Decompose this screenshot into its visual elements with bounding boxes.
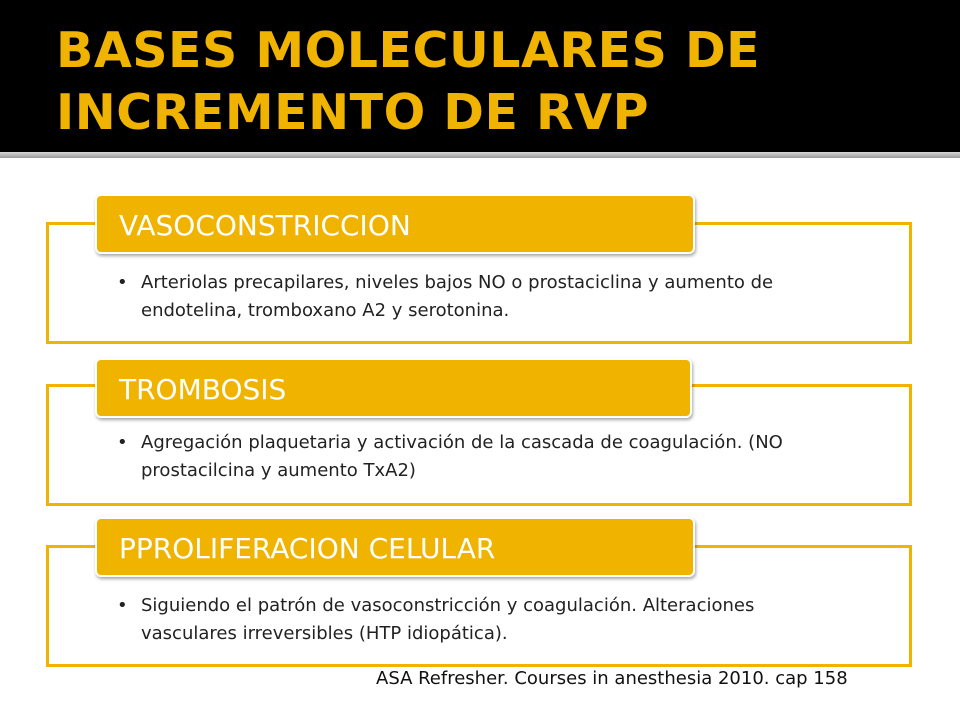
list-item [117, 592, 799, 648]
list-item [117, 269, 799, 325]
bullet-icon: • [117, 595, 128, 616]
section-proliferacion-text: Siguiendo el patrón de vasoconstricción y coagulación. Alteraciones vasculares irreversibles (HTP idiopática). [141, 595, 755, 644]
bullet-icon: • [117, 272, 128, 293]
bullet-icon: • [117, 432, 128, 453]
section-vasoconstriccion-heading: VASOCONSTRICCION [95, 194, 695, 254]
section-proliferacion-heading: PPROLIFERACION CELULAR [95, 517, 695, 577]
title-divider [0, 152, 960, 158]
section-trombosis-heading: TROMBOSIS [95, 358, 692, 418]
section-trombosis-text: Agregación plaquetaria y activación de la cascada de coagulación. (NO prostacilcina y aumento TxA2) [141, 432, 783, 481]
slide-title: BASES MOLECULARES DE INCREMENTO DE RVP [56, 22, 761, 141]
citation: ASA Refresher. Courses in anesthesia 2010. cap 158 [376, 668, 848, 689]
section-vasoconstriccion-text: Arteriolas precapilares, niveles bajos NO o prostaciclina y aumento de endotelina, tromboxano A2 y serotonina. [141, 272, 774, 321]
list-item [117, 429, 799, 485]
